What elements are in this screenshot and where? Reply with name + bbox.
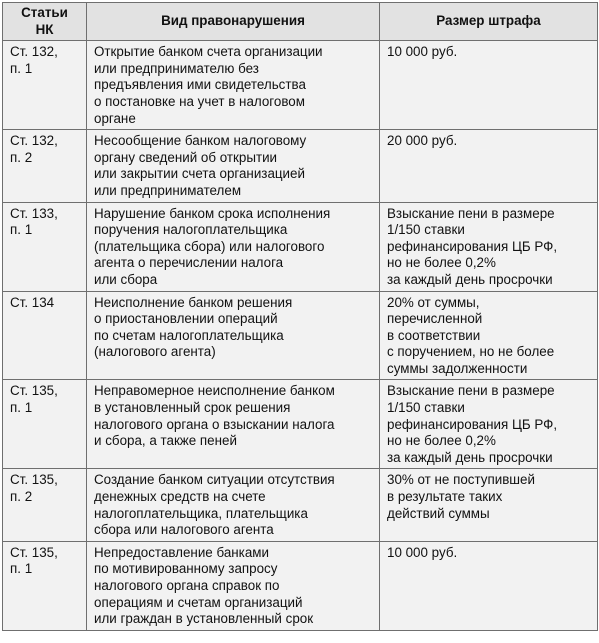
- header-fine: Размер штрафа: [380, 3, 598, 41]
- cell-violation: Неправомерное неисполнение банком в установленный срок решения налогового органа о взыскании налога и сбора, а также пеней: [87, 380, 380, 469]
- cell-article: Ст. 133, п. 1: [3, 202, 87, 291]
- cell-article: Ст. 132, п. 1: [3, 41, 87, 130]
- table-row: [3, 202, 598, 291]
- cell-fine: Взыскание пени в размере 1/150 ставки рефинансирования ЦБ РФ, но не более 0,2% за каждый день просрочки: [380, 202, 598, 291]
- table-header-row: [3, 3, 598, 41]
- table-row: [3, 541, 598, 630]
- table-row: [3, 291, 598, 380]
- table-row: [3, 130, 598, 202]
- header-violation: Вид правонарушения: [87, 3, 380, 41]
- cell-article: Ст. 132, п. 2: [3, 130, 87, 202]
- cell-fine: 20% от суммы, перечисленной в соответствии с поручением, но не более суммы задолженности: [380, 291, 598, 380]
- table-row: [3, 469, 598, 541]
- cell-violation: Непредоставление банками по мотивированному запросу налогового органа справок по операциям и счетам организаций или граждан в установленный срок: [87, 541, 380, 630]
- cell-article: Ст. 135, п. 1: [3, 380, 87, 469]
- header-articles: Статьи НК: [3, 3, 87, 41]
- cell-fine: 20 000 руб.: [380, 130, 598, 202]
- cell-article: Ст. 135, п. 1: [3, 541, 87, 630]
- cell-violation: Открытие банком счета организации или предпринимателю без предъявления ими свидетельства о постановке на учет в налоговом органе: [87, 41, 380, 130]
- cell-article: Ст. 135, п. 2: [3, 469, 87, 541]
- cell-violation: Неисполнение банком решения о приостановлении операций по счетам налогоплательщика (налогового агента): [87, 291, 380, 380]
- cell-fine: 30% от не поступившей в результате таких действий суммы: [380, 469, 598, 541]
- cell-violation: Нарушение банком срока исполнения поручения налогоплательщика (плательщика сбора) или налогового агента о перечислении налога или сбора: [87, 202, 380, 291]
- cell-fine: 10 000 руб.: [380, 41, 598, 130]
- cell-fine: Взыскание пени в размере 1/150 ставки рефинансирования ЦБ РФ, но не более 0,2% за каждый день просрочки: [380, 380, 598, 469]
- table-row: [3, 41, 598, 130]
- cell-fine: 10 000 руб.: [380, 541, 598, 630]
- cell-article: Ст. 134: [3, 291, 87, 380]
- table-row: [3, 380, 598, 469]
- cell-violation: Несообщение банком налоговому органу сведений об открытии или закрытии счета организацией или предпринимателем: [87, 130, 380, 202]
- cell-violation: Создание банком ситуации отсутствия денежных средств на счете налогоплательщика, плательщика сбора или налогового агента: [87, 469, 380, 541]
- fines-table: [2, 2, 598, 631]
